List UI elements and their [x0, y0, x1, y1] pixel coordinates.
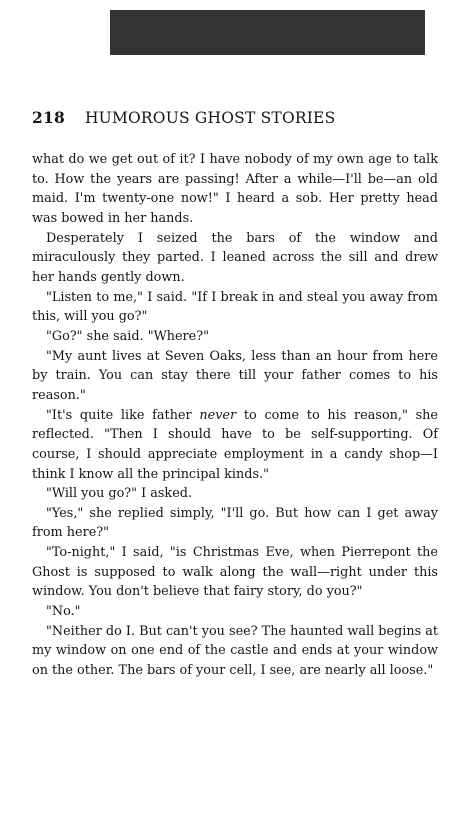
- paragraph-10: "No.": [46, 604, 81, 620]
- paragraph-3: "Listen to me," I said. "If I break in and steal you away from this, will you go?": [32, 289, 438, 325]
- paragraph-8: "Yes," she replied simply, "I'll go. But how can I get away from here?": [32, 505, 438, 541]
- paragraph-6-emphasis: never: [199, 407, 237, 423]
- paragraph-5: "My aunt lives at Seven Oaks, less than an hour from here by train. You can stay there till your father comes to his reason.": [32, 348, 438, 403]
- running-head: [32, 108, 442, 127]
- paragraph-4: "Go?" she said. "Where?": [46, 328, 209, 344]
- paragraph-6: [32, 406, 438, 485]
- paragraph-9: "To-night," I said, "is Christmas Eve, when Pierrepont the Ghost is supposed to walk along the wall—right under this window. You don't believe that fairy story, do you?": [32, 545, 438, 600]
- running-head-title: HUMOROUS GHOST STORIES: [84, 109, 336, 127]
- paragraph-1: what do we get out of it? I have nobody of my own age to talk to. How the years are passing! After a while—I'll be—an old maid. I'm twenty-one now!" I heard a sob. Her pretty head was bowed in her hands.: [32, 152, 438, 226]
- paragraph-11: "Neither do I. But can't you see? The haunted wall begins at my window on one end of the castle and ends at your window on the other. The bars of your cell, I see, are nearly all loose.": [32, 623, 438, 679]
- paragraph-7: "Will you go?" I asked.: [46, 486, 193, 502]
- paragraph-2: Desperately I seized the bars of the window and miraculously they parted. I leaned across the sill and drew her hands gently down.: [32, 230, 438, 285]
- paragraph-6-start: "It's quite like father: [46, 407, 200, 423]
- redaction-block: [110, 10, 425, 55]
- body-text: [32, 150, 438, 681]
- page-number: 218: [32, 108, 65, 127]
- paragraph-6-end: to come to his reason," she reflected. "Then I should have to be self-supporting. Of course, I should appreciate employment in a candy shop—I think I know all the principal kinds.": [32, 407, 438, 482]
